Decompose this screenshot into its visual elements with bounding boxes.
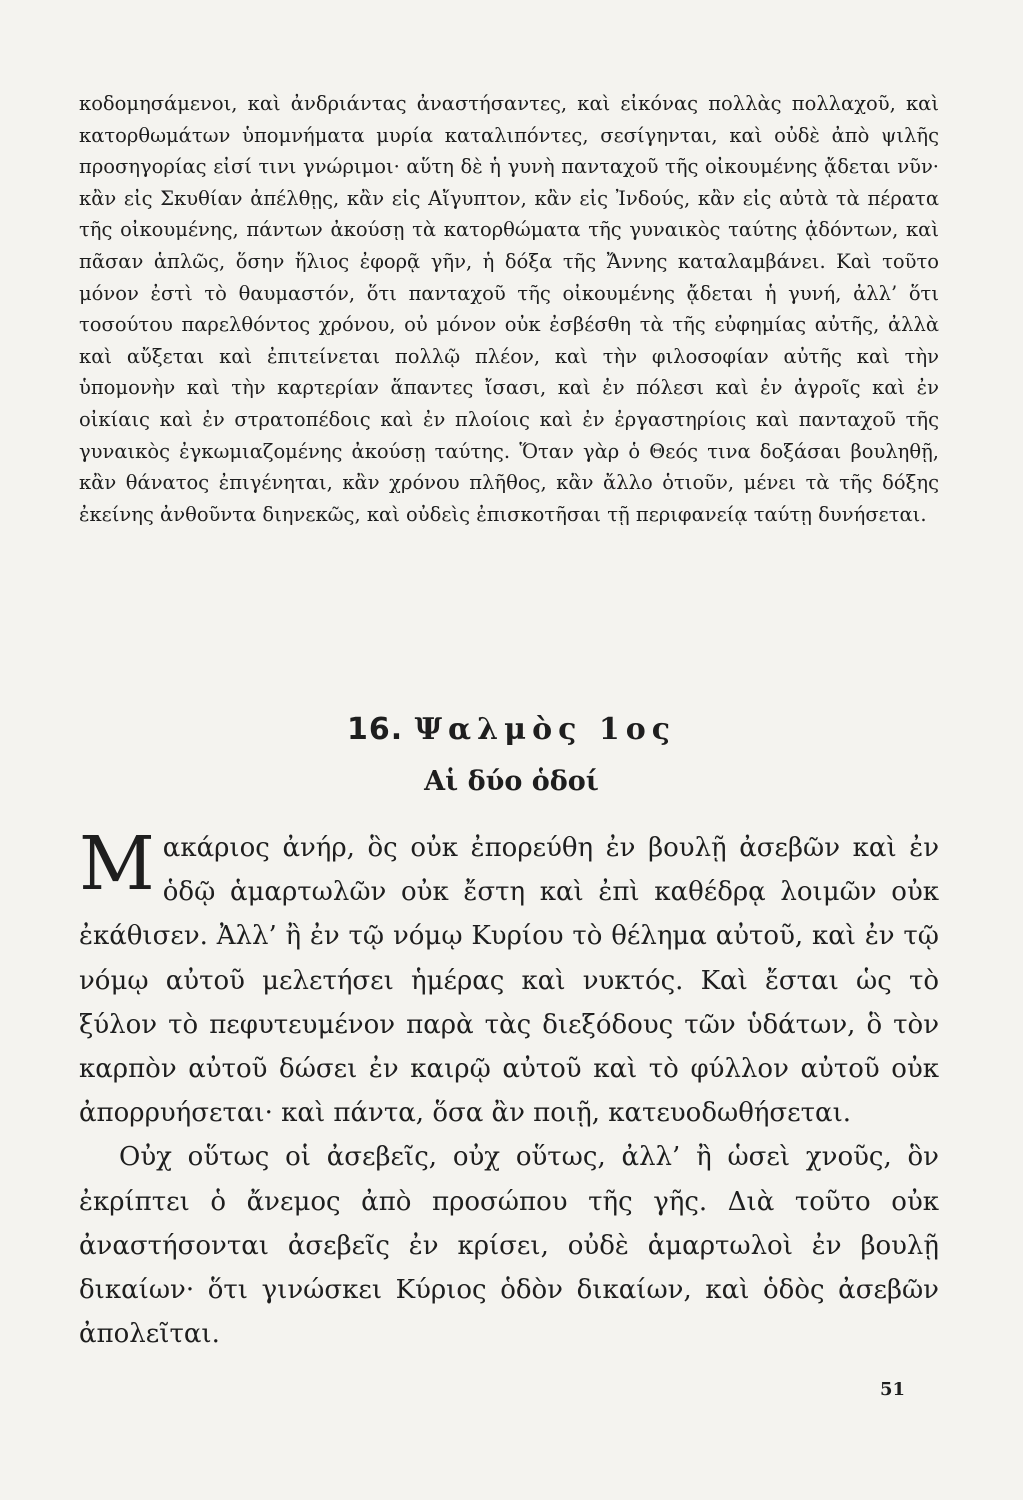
- section-heading: [0, 712, 1023, 747]
- psalm-paragraph-1: [79, 821, 939, 1135]
- psalm-paragraph-2: Οὐχ οὕτως οἱ ἀσεβεῖς, οὐχ οὕτως, ἀλλ’ ἢ ὡσεὶ χνοῦς, ὃν ἐκρίπτει ὁ ἄνεμος ἀπὸ προσώπου τῆς γῆς. Διὰ τοῦτο οὐκ ἀναστήσονται ἀσεβεῖς ἐν κρίσει, οὐδὲ ἁμαρτωλοὶ ἐν βουλῇ δικαίων· ὅτι γινώσκει Κύριος ὁδὸν δικαίων, καὶ ὁδὸς ἀσεβῶν ἀπολεῖται.: [79, 1142, 939, 1350]
- drop-cap: Μ: [79, 821, 155, 907]
- psalm-label: Ψαλμὸς 1ος: [414, 712, 676, 747]
- psalm-text-block: [79, 821, 939, 1356]
- page-number: 51: [879, 1379, 905, 1400]
- top-paragraph: κοδομησάμενοι, καὶ ἀνδριάντας ἀναστήσαντες, καὶ εἰκόνας πολλὰς πολλαχοῦ, καὶ κατορθωμάτων ὑπομνήματα μυρία καταλιπόντες, σεσίγηνται, καὶ οὐδὲ ἀπὸ ψιλῆς προσηγορίας εἰσί τινι γνώριμοι· αὕτη δὲ ἡ γυνὴ πανταχοῦ τῆς οἰκουμένης ᾄδεται νῦν· κἂν εἰς Σκυθίαν ἀπέλθῃς, κἂν εἰς Αἴγυπτον, κἂν εἰς Ἰνδούς, κἂν εἰς αὐτὰ τὰ πέρατα τῆς οἰκουμένης, πάντων ἀκούσῃ τὰ κατορθώματα τῆς γυναικὸς ταύτης ᾀδόντων, καὶ πᾶσαν ἁπλῶς, ὅσην ἥλιος ἐφορᾷ γῆν, ἡ δόξα τῆς Ἄννης καταλαμβάνει. Καὶ τοῦτο μόνον ἐστὶ τὸ θαυμαστόν, ὅτι πανταχοῦ τῆς οἰκουμένης ᾄδεται ἡ γυνή, ἀλλ’ ὅτι τοσούτου παρελθόντος χρόνου, οὐ μόνον οὐκ ἐσβέσθη τὰ τῆς εὐφημίας αὐτῆς, ἀλλὰ καὶ αὔξεται καὶ ἐπιτείνεται πολλῷ πλέον, καὶ τὴν φιλοσοφίαν αὐτῆς καὶ τὴν ὑπομονὴν καὶ τὴν καρτερίαν ἅπαντες ἴσασι, καὶ ἐν πόλεσι καὶ ἐν ἀγροῖς καὶ ἐν οἰκίαις καὶ ἐν στρατοπέδοις καὶ ἐν πλοίοις καὶ ἐν ἐργαστηρίοις καὶ πανταχοῦ τῆς γυναικὸς ἐγκωμιαζομένης ἀκούσῃ ταύτης. Ὅταν γὰρ ὁ Θεός τινα δοξάσαι βουληθῇ, κἂν θάνατος ἐπιγένηται, κἂν χρόνου πλῆθος, κἂν ἄλλο ὁτιοῦν, μένει τὰ τῆς δόξης ἐκείνης ἀνθοῦντα διηνεκῶς, καὶ οὐδεὶς ἐπισκοτῆσαι τῇ περιφανείᾳ ταύτῃ δυνήσεται.: [79, 92, 939, 526]
- psalm-paragraph-1-text: ακάριος ἀνήρ, ὃς οὐκ ἐπορεύθη ἐν βουλῇ ἀσεβῶν καὶ ἐν ὁδῷ ἁμαρτωλῶν οὐκ ἔστη καὶ ἐπὶ καθέδρᾳ λοιμῶν οὐκ ἐκάθισεν. Ἀλλ’ ἢ ἐν τῷ νόμῳ Κυρίου τὸ θέλημα αὐτοῦ, καὶ ἐν τῷ νόμῳ αὐτοῦ μελετήσει ἡμέρας καὶ νυκτός. Καὶ ἔσται ὡς τὸ ξύλον τὸ πεφυτευμένον παρὰ τὰς διεξόδους τῶν ὑδάτων, ὃ τὸν καρπὸν αὐτοῦ δώσει ἐν καιρῷ αὐτοῦ καὶ τὸ φύλλον αὐτοῦ οὐκ ἀπορρυήσεται· καὶ πάντα, ὅσα ἂν ποιῇ, κατευοδωθήσεται.: [79, 833, 939, 1129]
- section-title: Αἱ δύο ὁδοί: [424, 766, 599, 797]
- continued-text-block: [79, 88, 939, 530]
- section-number: 16.: [347, 712, 404, 747]
